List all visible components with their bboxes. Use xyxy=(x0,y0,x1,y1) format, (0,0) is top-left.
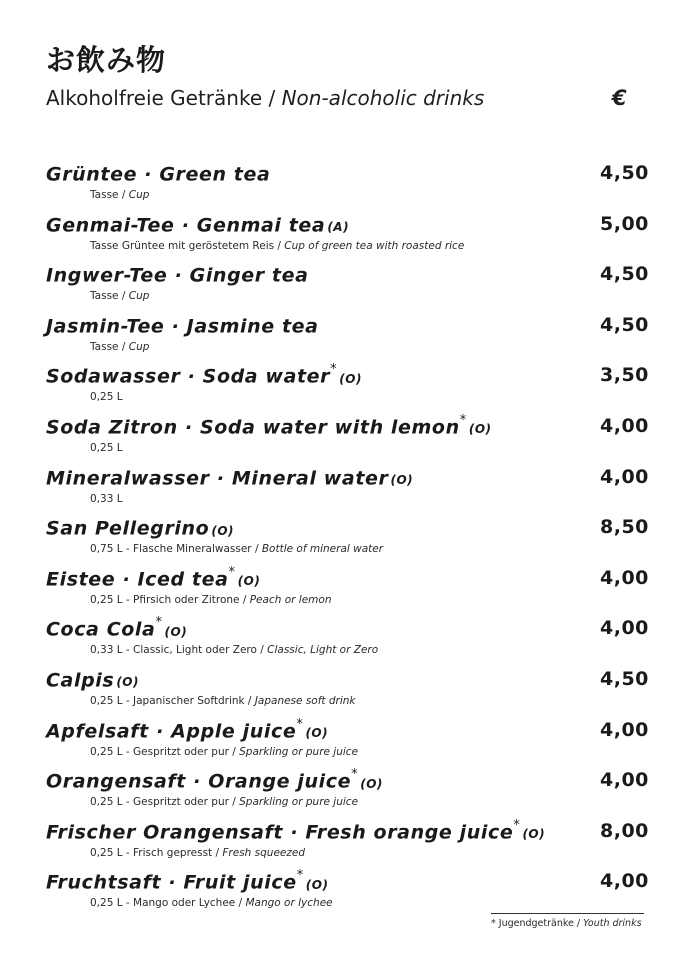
menu-item xyxy=(0,817,690,870)
item-description xyxy=(90,442,123,454)
item-name xyxy=(46,162,272,185)
item-title: Genmai-Tee · Genmai tea xyxy=(46,213,326,236)
section-heading xyxy=(46,86,484,110)
item-description-de: 0,25 L - Gespritzt oder pur / xyxy=(90,745,240,758)
menu-item xyxy=(0,314,690,364)
menu-item xyxy=(0,364,690,414)
item-name xyxy=(46,466,413,489)
item-description xyxy=(90,240,464,252)
item-title: Grüntee · Green tea xyxy=(46,163,271,186)
item-description xyxy=(90,543,383,555)
item-price: 4,50 xyxy=(600,668,649,690)
item-description-de: 0,33 L xyxy=(90,492,123,505)
item-name xyxy=(46,617,187,640)
allergen-tag: (O) xyxy=(164,624,188,639)
item-name xyxy=(46,817,546,844)
allergen-tag: (O) xyxy=(339,371,362,386)
item-description xyxy=(90,644,378,656)
youth-drink-marker: * xyxy=(155,615,163,631)
item-price: 4,00 xyxy=(600,769,649,792)
item-price: 4,00 xyxy=(600,415,649,437)
item-name xyxy=(46,364,362,387)
item-description xyxy=(90,189,149,201)
item-description-de: Tasse / xyxy=(90,340,129,353)
item-title: Jasmin-Tee · Jasmine tea xyxy=(46,315,319,338)
item-price: 4,00 xyxy=(600,870,649,893)
item-title: Calpis xyxy=(46,669,115,692)
item-description-de: 0,25 L - Mango oder Lychee / xyxy=(90,897,246,910)
item-description xyxy=(90,897,333,909)
item-name xyxy=(46,769,383,792)
item-description-de: 0,25 L xyxy=(90,391,123,404)
allergen-tag: (O) xyxy=(468,422,492,437)
item-description-de: 0,25 L - Pfirsich oder Zitrone / xyxy=(90,593,250,606)
item-name xyxy=(46,870,328,893)
item-description xyxy=(90,594,331,606)
footnote xyxy=(491,918,642,929)
item-price: 4,00 xyxy=(600,718,649,741)
footnote-divider xyxy=(491,913,644,914)
item-title: Orangensaft · Orange juice xyxy=(46,770,352,793)
item-description-en: Sparkling or pure juice xyxy=(239,796,359,809)
youth-drink-marker: * xyxy=(513,817,521,833)
item-name xyxy=(46,564,261,591)
item-description-en: Sparkling or pure juice xyxy=(239,745,359,758)
item-description-en: Cup of green tea with roasted rice xyxy=(284,239,465,252)
allergen-tag: (A) xyxy=(327,219,350,234)
allergen-tag: (O) xyxy=(305,877,329,892)
item-description-en: Cup xyxy=(128,189,150,201)
item-price: 4,00 xyxy=(600,566,649,589)
item-title: Soda Zitron · Soda water with lemon xyxy=(46,416,460,439)
japanese-title: お飲み物 xyxy=(46,43,167,77)
item-name xyxy=(46,314,321,337)
allergen-tag: (O) xyxy=(305,725,329,740)
menu-item xyxy=(0,769,690,819)
item-description-de: 0,75 L - Flasche Mineralwasser / xyxy=(90,543,262,556)
item-description-de: Tasse / xyxy=(90,290,129,303)
item-title: Frischer Orangensaft · Fresh orange juice xyxy=(46,821,514,844)
allergen-tag: (O) xyxy=(360,776,383,791)
item-title: Ingwer-Tee · Ginger tea xyxy=(46,264,309,287)
item-description xyxy=(90,746,358,758)
item-description-de: 0,25 L - Gespritzt oder pur / xyxy=(90,796,240,809)
item-description-de: 0,25 L xyxy=(90,442,123,454)
menu-item xyxy=(0,564,690,617)
youth-drink-marker: * xyxy=(296,716,304,732)
menu-item xyxy=(0,162,690,212)
item-price: 4,50 xyxy=(600,162,649,184)
footnote-en: Youth drinks xyxy=(583,918,642,929)
item-description xyxy=(90,796,358,808)
item-title: Fruchtsaft · Fruit juice xyxy=(46,871,297,894)
item-description xyxy=(90,290,149,302)
allergen-tag: (O) xyxy=(116,675,139,690)
allergen-tag: (O) xyxy=(390,472,414,487)
item-description xyxy=(90,695,356,707)
item-name xyxy=(46,213,349,236)
youth-drink-marker: * xyxy=(296,868,304,884)
item-price: 5,00 xyxy=(600,212,649,235)
item-name xyxy=(46,516,234,539)
item-price: 8,00 xyxy=(600,819,649,842)
item-title: San Pellegrino xyxy=(46,517,210,540)
item-name xyxy=(46,263,311,286)
menu-item xyxy=(0,617,690,667)
youth-drink-marker: * xyxy=(228,564,236,580)
item-description xyxy=(90,341,149,353)
item-price: 4,00 xyxy=(600,465,649,488)
footnote-de: * Jugendgetränke / xyxy=(491,918,584,929)
item-description xyxy=(90,493,123,505)
youth-drink-marker: * xyxy=(330,362,338,378)
item-description xyxy=(90,847,305,859)
section-heading-en: Non-alcoholic drinks xyxy=(281,86,485,110)
item-description-en: Peach or lemon xyxy=(249,593,332,606)
item-description-en: Classic, Light or Zero xyxy=(267,644,379,657)
menu-item xyxy=(0,516,690,566)
item-description-de: Tasse Grüntee mit geröstetem Reis / xyxy=(90,239,285,252)
item-price: 3,50 xyxy=(600,364,649,387)
youth-drink-marker: * xyxy=(459,413,467,428)
item-description-en: Bottle of mineral water xyxy=(261,543,384,556)
item-price: 8,50 xyxy=(600,516,649,539)
youth-drink-marker: * xyxy=(351,767,359,783)
menu-item xyxy=(0,668,690,718)
item-description-en: Cup xyxy=(128,290,150,303)
item-title: Eistee · Iced tea xyxy=(46,568,229,591)
currency-symbol: € xyxy=(612,86,627,110)
item-name xyxy=(46,415,492,438)
menu-item xyxy=(0,466,690,516)
section-heading-de: Alkoholfreie Getränke / xyxy=(46,86,282,110)
item-description-en: Mango or lychee xyxy=(245,897,333,910)
allergen-tag: (O) xyxy=(237,574,261,589)
item-description xyxy=(90,391,123,403)
item-name xyxy=(46,668,139,691)
item-title: Apfelsaft · Apple juice xyxy=(46,719,297,742)
allergen-tag: (O) xyxy=(522,827,546,842)
item-description-de: 0,25 L - Frisch gepresst / xyxy=(90,846,223,859)
item-description-de: Tasse / xyxy=(90,189,129,201)
menu-item xyxy=(0,415,690,465)
item-title: Sodawasser · Soda water xyxy=(46,365,331,388)
item-price: 4,50 xyxy=(600,313,649,336)
item-description-de: 0,33 L - Classic, Light oder Zero / xyxy=(90,644,268,657)
item-title: Coca Cola xyxy=(46,618,156,641)
allergen-tag: (O) xyxy=(211,523,234,538)
menu-item xyxy=(0,263,690,313)
item-title: Mineralwasser · Mineral water xyxy=(46,466,389,489)
item-price: 4,50 xyxy=(600,263,649,286)
menu-item xyxy=(0,213,690,263)
item-description-en: Cup xyxy=(128,340,150,353)
item-description-en: Fresh squeezed xyxy=(222,846,306,859)
item-price: 4,00 xyxy=(600,617,649,640)
item-description-en: Japanese soft drink xyxy=(254,695,356,707)
item-name xyxy=(46,716,329,742)
item-description-de: 0,25 L - Japanischer Softdrink / xyxy=(90,695,255,707)
menu-item xyxy=(0,716,690,769)
